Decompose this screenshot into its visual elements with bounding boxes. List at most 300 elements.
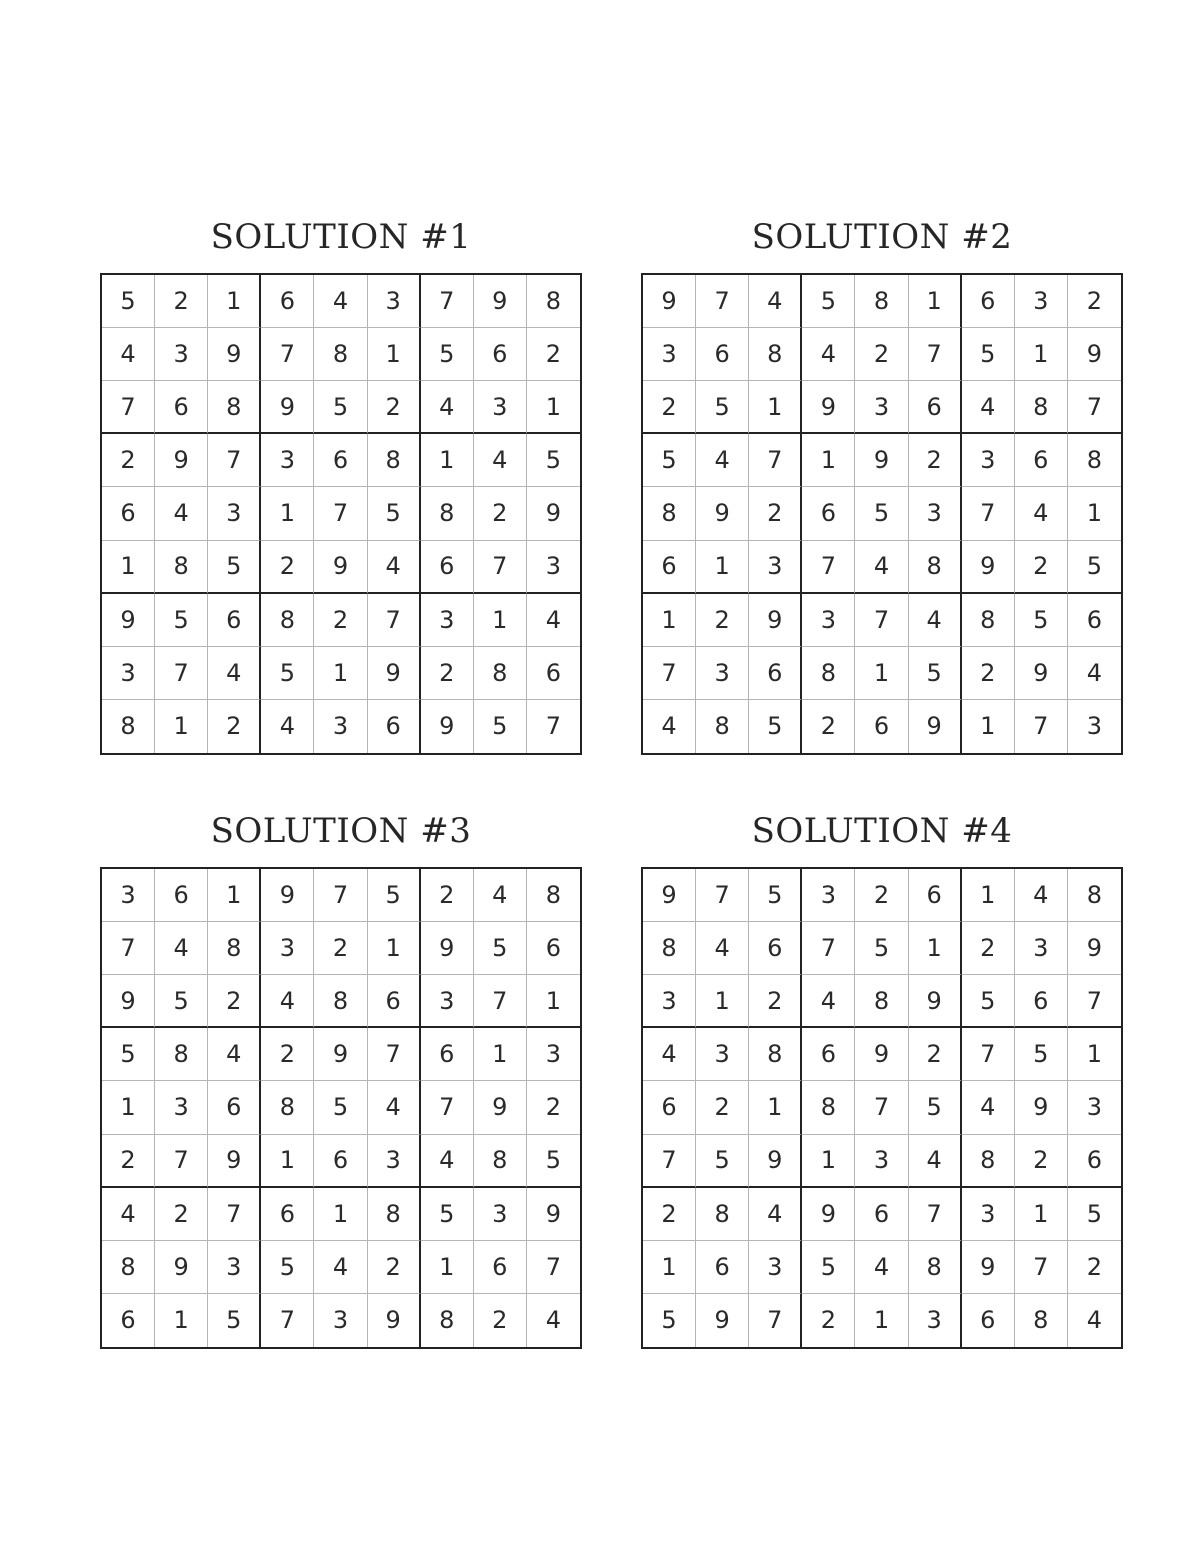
sudoku-cell: 2 (208, 700, 261, 753)
sudoku-cell: 9 (749, 1135, 802, 1188)
sudoku-cell: 8 (368, 1188, 421, 1241)
sudoku-cell: 2 (962, 922, 1015, 975)
sudoku-grid (641, 867, 1123, 1349)
sudoku-cell: 2 (909, 434, 962, 487)
sudoku-cell: 4 (155, 487, 208, 540)
sudoku-cell: 6 (1068, 594, 1121, 647)
sudoku-cell: 1 (421, 1241, 474, 1294)
sudoku-cell: 9 (368, 647, 421, 700)
sudoku-cell: 5 (102, 1028, 155, 1081)
sudoku-cell: 9 (1015, 647, 1068, 700)
sudoku-cell: 2 (749, 975, 802, 1028)
sudoku-cell: 9 (749, 594, 802, 647)
sudoku-cell: 5 (909, 1081, 962, 1134)
sudoku-cell: 8 (527, 869, 580, 922)
sudoku-cell: 7 (909, 1188, 962, 1241)
sudoku-cell: 1 (855, 647, 908, 700)
sudoku-cell: 5 (421, 328, 474, 381)
sudoku-cell: 7 (421, 275, 474, 328)
sudoku-cell: 6 (643, 1081, 696, 1134)
sudoku-cell: 2 (643, 1188, 696, 1241)
sudoku-cell: 3 (1015, 275, 1068, 328)
sudoku-cell: 7 (802, 922, 855, 975)
sudoku-cell: 3 (749, 1241, 802, 1294)
sudoku-cell: 5 (208, 541, 261, 594)
sudoku-cell: 8 (368, 434, 421, 487)
sudoku-cell: 8 (802, 647, 855, 700)
sudoku-cell: 6 (802, 1028, 855, 1081)
sudoku-cell: 2 (962, 647, 1015, 700)
sudoku-cell: 3 (962, 1188, 1015, 1241)
sudoku-cell: 4 (643, 700, 696, 753)
sudoku-cell: 2 (909, 1028, 962, 1081)
sudoku-cell: 4 (368, 1081, 421, 1134)
sudoku-cell: 2 (1015, 1135, 1068, 1188)
sudoku-cell: 4 (696, 922, 749, 975)
sudoku-cell: 9 (962, 1241, 1015, 1294)
sudoku-cell: 5 (643, 434, 696, 487)
sudoku-cell: 3 (208, 1241, 261, 1294)
sudoku-cell: 7 (643, 1135, 696, 1188)
sudoku-cell: 8 (261, 1081, 314, 1134)
sudoku-cell: 8 (643, 487, 696, 540)
sudoku-cell: 1 (102, 1081, 155, 1134)
solution-title: SOLUTION #2 (751, 217, 1013, 257)
sudoku-cell: 7 (1068, 975, 1121, 1028)
sudoku-cell: 2 (527, 1081, 580, 1134)
sudoku-cell: 1 (102, 541, 155, 594)
sudoku-cell: 2 (696, 594, 749, 647)
sudoku-cell: 7 (155, 1135, 208, 1188)
sudoku-cell: 8 (421, 1294, 474, 1347)
sudoku-cell: 8 (909, 1241, 962, 1294)
sudoku-cell: 5 (314, 1081, 367, 1134)
sudoku-cell: 7 (102, 381, 155, 434)
sudoku-cell: 1 (474, 1028, 527, 1081)
sudoku-cell: 1 (1015, 1188, 1068, 1241)
sudoku-cell: 3 (855, 1135, 908, 1188)
sudoku-cell: 1 (155, 1294, 208, 1347)
sudoku-cell: 1 (368, 922, 421, 975)
sudoku-cell: 4 (261, 700, 314, 753)
sudoku-cell: 5 (155, 594, 208, 647)
sudoku-cell: 8 (261, 594, 314, 647)
sudoku-cell: 5 (261, 1241, 314, 1294)
sudoku-cell: 6 (749, 647, 802, 700)
sudoku-cell: 8 (102, 700, 155, 753)
sudoku-cell: 2 (208, 975, 261, 1028)
sudoku-cell: 9 (802, 381, 855, 434)
sudoku-cell: 8 (155, 1028, 208, 1081)
sudoku-cell: 2 (314, 594, 367, 647)
sudoku-cell: 7 (962, 487, 1015, 540)
sudoku-cell: 8 (696, 700, 749, 753)
sudoku-cell: 8 (1068, 434, 1121, 487)
sudoku-cell: 2 (155, 275, 208, 328)
sudoku-cell: 5 (208, 1294, 261, 1347)
sudoku-cell: 3 (102, 647, 155, 700)
sudoku-cell: 9 (527, 487, 580, 540)
sudoku-cell: 2 (802, 1294, 855, 1347)
sudoku-cell: 3 (643, 975, 696, 1028)
sudoku-cell: 1 (314, 1188, 367, 1241)
sudoku-cell: 2 (102, 1135, 155, 1188)
sudoku-cell: 4 (474, 869, 527, 922)
sudoku-cell: 2 (314, 922, 367, 975)
sudoku-cell: 6 (421, 1028, 474, 1081)
sudoku-cell: 6 (208, 1081, 261, 1134)
sudoku-cell: 1 (527, 975, 580, 1028)
sudoku-cell: 6 (855, 700, 908, 753)
sudoku-cell: 3 (1068, 1081, 1121, 1134)
sudoku-cell: 2 (643, 381, 696, 434)
sudoku-cell: 8 (474, 647, 527, 700)
sudoku-cell: 6 (962, 275, 1015, 328)
sudoku-cell: 8 (696, 1188, 749, 1241)
sudoku-cell: 8 (474, 1135, 527, 1188)
sudoku-cell: 9 (962, 541, 1015, 594)
sudoku-cell: 9 (643, 275, 696, 328)
sudoku-cell: 9 (208, 328, 261, 381)
sudoku-cell: 9 (855, 434, 908, 487)
sudoku-cell: 4 (314, 1241, 367, 1294)
sudoku-cell: 3 (696, 1028, 749, 1081)
sudoku-cell: 8 (314, 975, 367, 1028)
sudoku-cell: 2 (368, 1241, 421, 1294)
sudoku-cell: 8 (855, 275, 908, 328)
sudoku-cell: 8 (962, 1135, 1015, 1188)
sudoku-cell: 9 (368, 1294, 421, 1347)
sudoku-cell: 2 (749, 487, 802, 540)
sudoku-cell: 4 (855, 1241, 908, 1294)
sudoku-cell: 8 (1068, 869, 1121, 922)
sudoku-cell: 7 (1015, 1241, 1068, 1294)
sudoku-cell: 9 (155, 434, 208, 487)
sudoku-cell: 7 (314, 869, 367, 922)
sudoku-cell: 1 (1068, 487, 1121, 540)
sudoku-cell: 5 (102, 275, 155, 328)
sudoku-cell: 9 (155, 1241, 208, 1294)
sudoku-cell: 5 (368, 487, 421, 540)
sudoku-cell: 6 (155, 869, 208, 922)
sudoku-cell: 7 (855, 594, 908, 647)
sudoku-cell: 5 (855, 922, 908, 975)
sudoku-cell: 5 (962, 975, 1015, 1028)
sudoku-cell: 9 (102, 975, 155, 1028)
sudoku-cell: 4 (155, 922, 208, 975)
sudoku-cell: 6 (261, 275, 314, 328)
sudoku-cell: 4 (855, 541, 908, 594)
sudoku-cell: 3 (1086, 712, 1103, 741)
sudoku-cell: 1 (696, 975, 749, 1028)
sudoku-cell: 1 (749, 381, 802, 434)
sudoku-cell: 7 (1068, 381, 1121, 434)
sudoku-cell: 4 (1086, 1306, 1103, 1335)
sudoku-cell: 3 (155, 328, 208, 381)
sudoku-cell: 3 (421, 975, 474, 1028)
sudoku-cell: 5 (643, 1294, 696, 1347)
sudoku-cell: 6 (855, 1188, 908, 1241)
sudoku-cell: 1 (1015, 328, 1068, 381)
sudoku-cell: 1 (208, 275, 261, 328)
sudoku-cell: 3 (368, 275, 421, 328)
sudoku-cell: 2 (802, 700, 855, 753)
sudoku-cell: 5 (802, 275, 855, 328)
sudoku-cell: 4 (102, 1188, 155, 1241)
sudoku-cell: 2 (855, 869, 908, 922)
sudoku-cell: 6 (909, 381, 962, 434)
sudoku-cell: 7 (368, 594, 421, 647)
sudoku-cell: 9 (696, 487, 749, 540)
sudoku-cell: 3 (155, 1081, 208, 1134)
sudoku-cell: 3 (527, 541, 580, 594)
sudoku-cell: 4 (643, 1028, 696, 1081)
sudoku-cell: 5 (314, 381, 367, 434)
sudoku-cell: 2 (102, 434, 155, 487)
sudoku-cell: 6 (802, 487, 855, 540)
sudoku-cell: 4 (749, 1188, 802, 1241)
sudoku-cell: 6 (368, 700, 421, 753)
sudoku-cell: 8 (208, 922, 261, 975)
solution-title: SOLUTION #3 (210, 811, 472, 851)
sudoku-cell: 2 (421, 647, 474, 700)
sudoku-cell: 2 (1068, 275, 1121, 328)
sudoku-cell: 4 (802, 975, 855, 1028)
sudoku-cell: 9 (314, 541, 367, 594)
sudoku-cell: 1 (855, 1294, 908, 1347)
sudoku-cell: 7 (208, 434, 261, 487)
sudoku-cell: 3 (261, 434, 314, 487)
sudoku-cell: 6 (474, 1241, 527, 1294)
sudoku-cell: 7 (545, 712, 562, 741)
sudoku-cell: 6 (474, 328, 527, 381)
sudoku-cell: 1 (909, 922, 962, 975)
sudoku-cell: 9 (1068, 922, 1121, 975)
sudoku-cell: 7 (474, 541, 527, 594)
sudoku-cell: 3 (802, 869, 855, 922)
sudoku-cell: 1 (643, 1241, 696, 1294)
sudoku-cell: 1 (962, 869, 1015, 922)
sudoku-cell: 8 (314, 328, 367, 381)
sudoku-cell: 2 (155, 1188, 208, 1241)
sudoku-cell: 6 (1068, 1135, 1121, 1188)
sudoku-cell: 9 (643, 869, 696, 922)
sudoku-cell: 4 (1015, 869, 1068, 922)
sudoku-cell: 4 (1068, 647, 1121, 700)
sudoku-cell: 5 (527, 1135, 580, 1188)
sudoku-cell: 2 (1015, 541, 1068, 594)
sudoku-cell: 3 (314, 1294, 367, 1347)
sudoku-cell: 4 (208, 1028, 261, 1081)
sudoku-cell: 9 (696, 1294, 749, 1347)
sudoku-cell: 5 (474, 700, 527, 753)
sudoku-cell: 7 (155, 647, 208, 700)
sudoku-cell: 5 (1068, 541, 1121, 594)
sudoku-cell: 6 (314, 1135, 367, 1188)
sudoku-cell: 9 (855, 1028, 908, 1081)
sudoku-grid (100, 867, 582, 1349)
sudoku-cell: 7 (527, 1241, 580, 1294)
sudoku-cell: 9 (102, 594, 155, 647)
sudoku-cell: 6 (261, 1188, 314, 1241)
sudoku-cell: 1 (261, 1135, 314, 1188)
sudoku-cell: 6 (102, 487, 155, 540)
sudoku-cell: 1 (696, 541, 749, 594)
sudoku-cell: 5 (421, 1188, 474, 1241)
sudoku-cell: 3 (474, 381, 527, 434)
sudoku-cell: 9 (421, 700, 474, 753)
sudoku-cell: 1 (802, 1135, 855, 1188)
sudoku-cell: 1 (909, 275, 962, 328)
sudoku-cell: 4 (314, 275, 367, 328)
sudoku-cell: 2 (421, 869, 474, 922)
sudoku-cell: 6 (421, 541, 474, 594)
sudoku-cell: 6 (696, 1241, 749, 1294)
sudoku-cell: 7 (261, 1294, 314, 1347)
sudoku-cell: 8 (643, 922, 696, 975)
sudoku-cell: 5 (909, 647, 962, 700)
sudoku-cell: 2 (474, 1294, 527, 1347)
sudoku-cell: 3 (802, 594, 855, 647)
sudoku-cell: 5 (1015, 594, 1068, 647)
sudoku-cell: 9 (802, 1188, 855, 1241)
sudoku-cell: 8 (208, 381, 261, 434)
sudoku-cell: 4 (527, 594, 580, 647)
sudoku-cell: 4 (474, 434, 527, 487)
sudoku-cell: 5 (1015, 1028, 1068, 1081)
sudoku-cell: 7 (643, 647, 696, 700)
sudoku-cell: 7 (696, 275, 749, 328)
sudoku-cell: 7 (208, 1188, 261, 1241)
sudoku-cell: 8 (1015, 1294, 1068, 1347)
sudoku-cell: 3 (909, 1294, 962, 1347)
sudoku-cell: 4 (102, 328, 155, 381)
sudoku-cell: 1 (261, 487, 314, 540)
sudoku-cell: 6 (1015, 975, 1068, 1028)
sudoku-cell: 2 (527, 328, 580, 381)
sudoku-cell: 1 (474, 594, 527, 647)
sudoku-cell: 3 (421, 594, 474, 647)
sudoku-cell: 6 (527, 922, 580, 975)
sudoku-cell: 4 (909, 1135, 962, 1188)
sudoku-cell: 5 (749, 869, 802, 922)
sudoku-cell: 3 (749, 541, 802, 594)
sudoku-cell: 7 (102, 922, 155, 975)
sudoku-cell: 5 (261, 647, 314, 700)
sudoku-cell: 1 (368, 328, 421, 381)
sudoku-cell: 2 (261, 541, 314, 594)
sudoku-cell: 7 (696, 869, 749, 922)
sudoku-cell: 6 (155, 381, 208, 434)
sudoku-cell: 4 (545, 1306, 562, 1335)
sudoku-cell: 4 (421, 1135, 474, 1188)
sudoku-cell: 3 (102, 869, 155, 922)
sudoku-cell: 8 (749, 1028, 802, 1081)
sudoku-cell: 1 (208, 869, 261, 922)
sudoku-cell: 7 (962, 1028, 1015, 1081)
sudoku-cell: 5 (527, 434, 580, 487)
sudoku-cell: 5 (855, 487, 908, 540)
sudoku-cell: 9 (208, 1135, 261, 1188)
sudoku-cell: 7 (802, 541, 855, 594)
sudoku-cell: 9 (421, 922, 474, 975)
sudoku-cell: 3 (474, 1188, 527, 1241)
sudoku-cell: 9 (474, 275, 527, 328)
sudoku-cell: 4 (696, 434, 749, 487)
sudoku-cell: 8 (155, 541, 208, 594)
sudoku-cell: 1 (802, 434, 855, 487)
sudoku-cell: 4 (749, 275, 802, 328)
sudoku-cell: 9 (527, 1188, 580, 1241)
sudoku-cell: 1 (314, 647, 367, 700)
sudoku-cell: 9 (474, 1081, 527, 1134)
sudoku-cell: 7 (421, 1081, 474, 1134)
sudoku-cell: 8 (527, 275, 580, 328)
sudoku-cell: 9 (1068, 328, 1121, 381)
sudoku-cell: 6 (368, 975, 421, 1028)
sudoku-cell: 9 (909, 700, 962, 753)
sudoku-cell: 2 (474, 487, 527, 540)
sudoku-cell: 1 (1068, 1028, 1121, 1081)
sudoku-cell: 6 (696, 328, 749, 381)
sudoku-cell: 2 (696, 1081, 749, 1134)
sudoku-cell: 3 (261, 922, 314, 975)
sudoku-cell: 6 (962, 1294, 1015, 1347)
sudoku-cell: 3 (696, 647, 749, 700)
sudoku-cell: 7 (314, 487, 367, 540)
sudoku-cell: 8 (855, 975, 908, 1028)
sudoku-cell: 3 (368, 1135, 421, 1188)
sudoku-cell: 4 (261, 975, 314, 1028)
sudoku-cell: 7 (368, 1028, 421, 1081)
sudoku-cell: 4 (421, 381, 474, 434)
sudoku-cell: 4 (208, 647, 261, 700)
sudoku-cell: 8 (749, 328, 802, 381)
sudoku-cell: 4 (802, 328, 855, 381)
sudoku-cell: 6 (314, 434, 367, 487)
sudoku-cell: 6 (643, 541, 696, 594)
sudoku-cell: 1 (749, 1081, 802, 1134)
sudoku-cell: 3 (314, 700, 367, 753)
sudoku-cell: 2 (1068, 1241, 1121, 1294)
sudoku-cell: 6 (909, 869, 962, 922)
sudoku-cell: 8 (102, 1241, 155, 1294)
sudoku-grid (641, 273, 1123, 755)
sudoku-cell: 7 (909, 328, 962, 381)
sudoku-cell: 9 (909, 975, 962, 1028)
sudoku-cell: 3 (643, 328, 696, 381)
sudoku-cell: 3 (1015, 922, 1068, 975)
sudoku-cell: 8 (1015, 381, 1068, 434)
sudoku-cell: 2 (261, 1028, 314, 1081)
solution-title: SOLUTION #1 (210, 217, 472, 257)
sudoku-cell: 7 (261, 328, 314, 381)
sudoku-cell: 3 (962, 434, 1015, 487)
sudoku-cell: 8 (802, 1081, 855, 1134)
sudoku-cell: 7 (749, 1294, 802, 1347)
sudoku-cell: 6 (749, 922, 802, 975)
sudoku-cell: 2 (368, 381, 421, 434)
sudoku-cell: 1 (527, 381, 580, 434)
sudoku-cell: 8 (421, 487, 474, 540)
sudoku-cell: 3 (208, 487, 261, 540)
sudoku-cell: 5 (802, 1241, 855, 1294)
sudoku-cell: 4 (909, 594, 962, 647)
sudoku-cell: 1 (155, 700, 208, 753)
sudoku-cell: 4 (962, 1081, 1015, 1134)
sudoku-cell: 6 (208, 594, 261, 647)
sudoku-cell: 9 (314, 1028, 367, 1081)
